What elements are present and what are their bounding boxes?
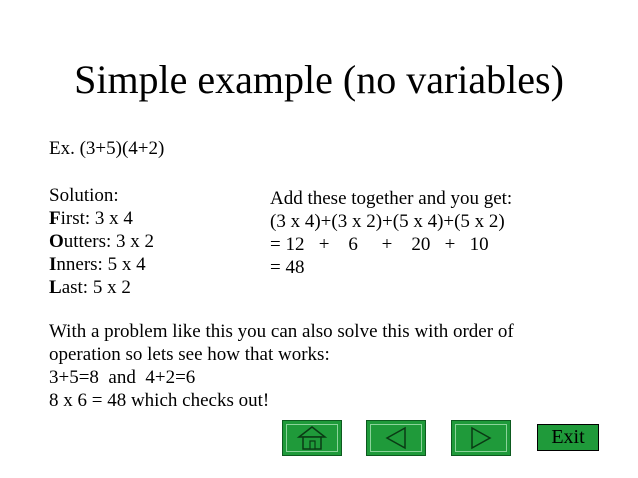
foil-text: utters: 3 x 2 xyxy=(63,231,155,252)
foil-letter: L xyxy=(49,277,62,298)
back-button[interactable] xyxy=(366,420,426,456)
foil-letter: O xyxy=(49,231,64,252)
home-button[interactable] xyxy=(282,420,342,456)
combine-expression: (3 x 4)+(3 x 2)+(5 x 4)+(5 x 2) xyxy=(270,211,505,232)
combine-values: = 12 + 6 + 20 + 10 xyxy=(270,234,489,255)
foil-text: ast: 5 x 2 xyxy=(61,277,131,298)
foil-letter: F xyxy=(49,208,61,229)
forward-button[interactable] xyxy=(451,420,511,456)
foil-text: nners: 5 x 4 xyxy=(56,254,146,275)
explanation-line: 3+5=8 and 4+2=6 xyxy=(49,367,196,388)
foil-step-last xyxy=(49,276,131,299)
explanation-line: operation so lets see how that works: xyxy=(49,344,330,365)
foil-step-outers xyxy=(49,230,154,253)
exit-button[interactable]: Exit xyxy=(537,424,599,451)
foil-letter: I xyxy=(49,254,57,275)
foil-step-inners xyxy=(49,253,146,276)
combine-result: = 48 xyxy=(270,257,305,278)
solution-label: Solution: xyxy=(49,185,119,206)
example-expression: Ex. (3+5)(4+2) xyxy=(49,138,165,159)
slide-title: Simple example (no variables) xyxy=(74,57,564,102)
triangle-right-icon xyxy=(466,425,496,451)
triangle-left-icon xyxy=(381,425,411,451)
explanation-line: With a problem like this you can also solve this with order of xyxy=(49,321,514,342)
home-icon xyxy=(295,424,329,452)
combine-intro: Add these together and you get: xyxy=(270,188,513,209)
foil-step-first xyxy=(49,207,133,230)
foil-text: irst: 3 x 4 xyxy=(60,208,133,229)
explanation-line: 8 x 6 = 48 which checks out! xyxy=(49,390,270,411)
